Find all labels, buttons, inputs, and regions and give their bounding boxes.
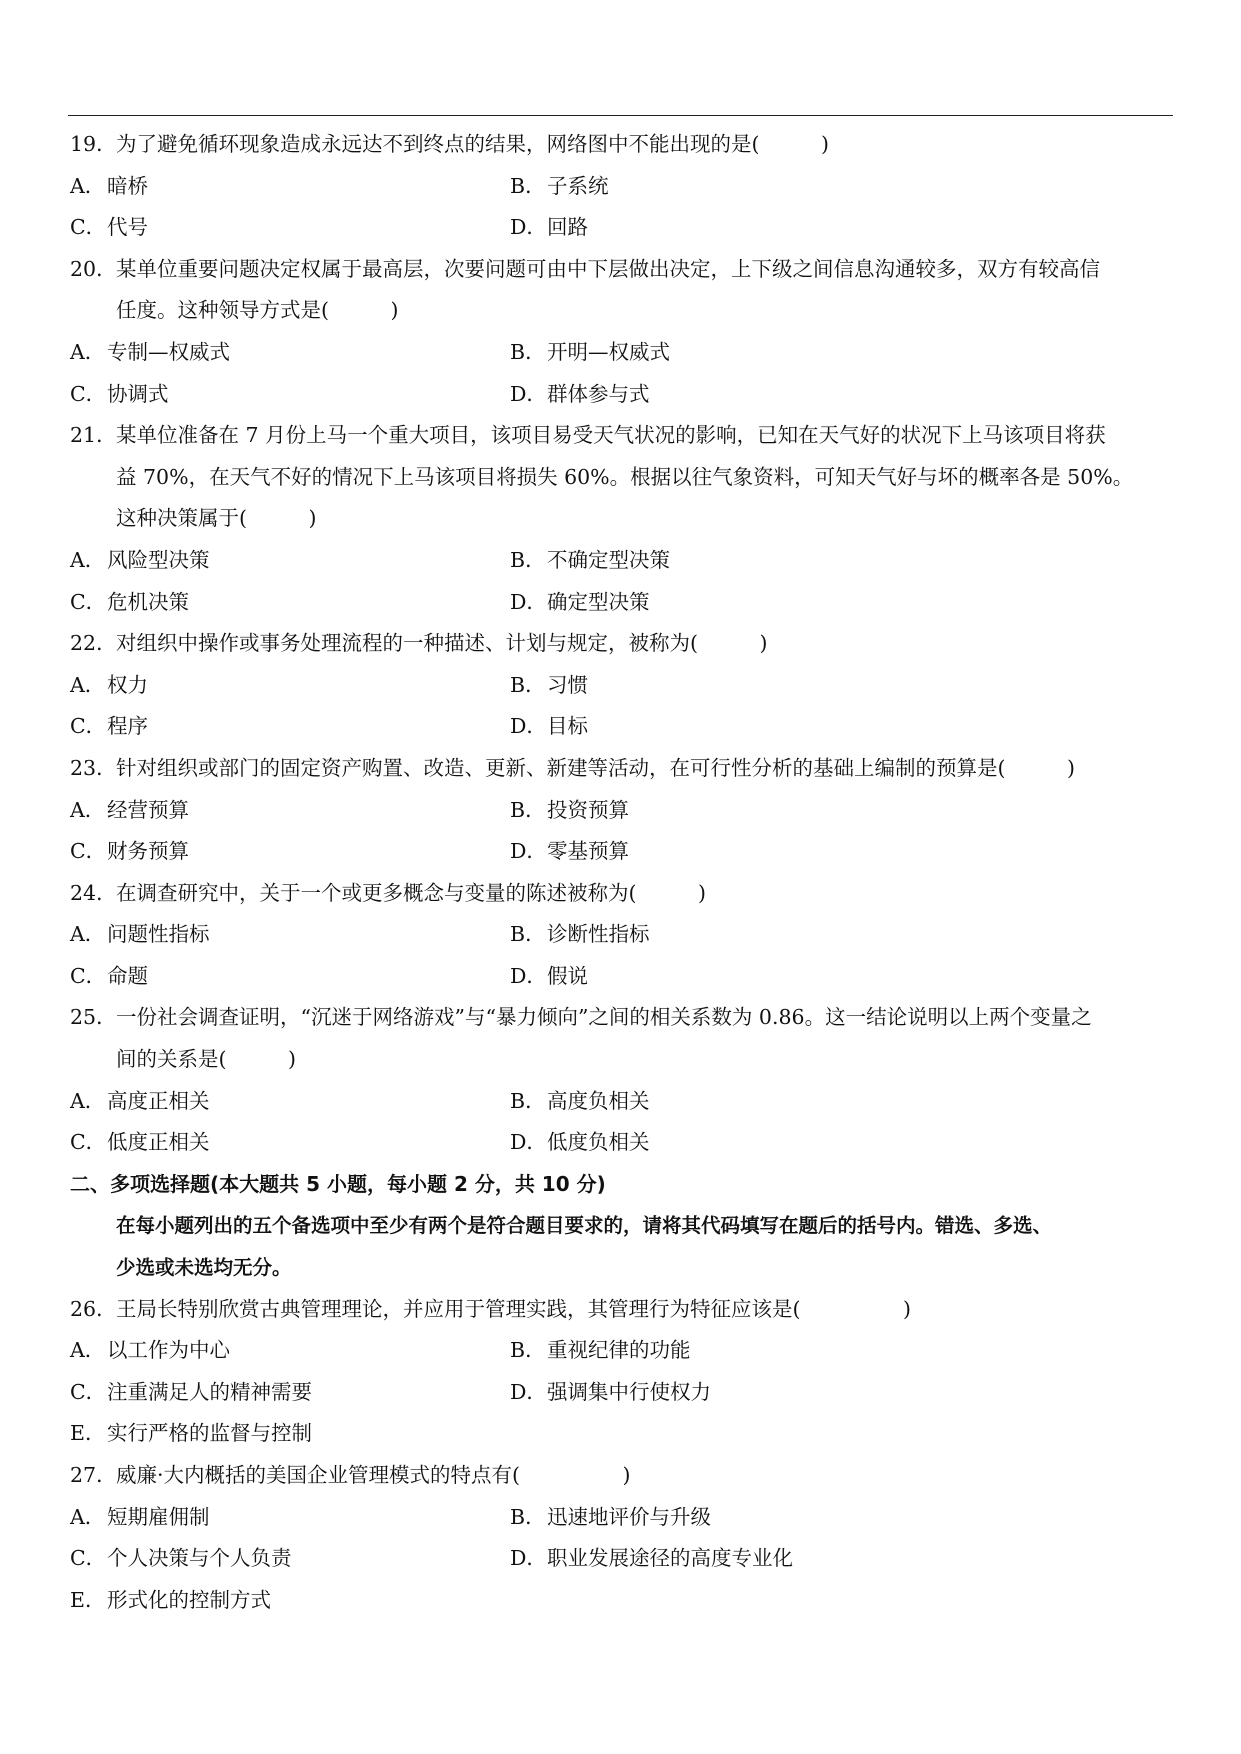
option-row	[70, 1413, 1180, 1455]
option-row	[70, 1330, 1180, 1372]
option-text: 习惯	[547, 672, 588, 697]
question-text-continued: 这种决策属于( )	[116, 506, 317, 531]
option-row	[70, 166, 1180, 208]
option-row	[70, 540, 1180, 582]
option-letter: D．	[510, 589, 547, 614]
option-text: 危机决策	[107, 589, 189, 614]
option-text: 强调集中行使权力	[547, 1379, 711, 1404]
option-text: 职业发展途径的高度专业化	[547, 1546, 793, 1571]
option-row	[70, 956, 1180, 998]
option-text: 风险型决策	[107, 547, 210, 572]
question-stem	[70, 415, 1180, 457]
option-text: 高度负相关	[547, 1088, 650, 1113]
option-row	[70, 1081, 1180, 1123]
question-list	[70, 124, 1180, 1621]
question-number: 19．	[70, 132, 117, 156]
option-letter: A．	[70, 672, 106, 697]
option-letter: A．	[70, 922, 106, 947]
option-item	[70, 166, 510, 208]
option-row	[70, 831, 1180, 873]
question-text: 针对组织或部门的固定资产购置、改造、更新、新建等活动，在可行性分析的基础上编制的预算是( )	[116, 755, 1075, 780]
option-text: 回路	[547, 215, 588, 240]
option-text: 代号	[107, 215, 148, 240]
question-text: 在调查研究中，关于一个或更多概念与变量的陈述被称为( )	[116, 880, 706, 905]
option-item	[510, 1372, 950, 1414]
option-item	[70, 374, 510, 416]
question-number: 27．	[70, 1463, 117, 1487]
section-instructions: 少选或未选均无分。	[116, 1256, 292, 1280]
question-number: 24．	[70, 880, 117, 905]
question-stem	[70, 748, 1180, 790]
option-text: 个人决策与个人负责	[107, 1546, 292, 1571]
option-row	[70, 1372, 1180, 1414]
option-item	[510, 1538, 950, 1580]
option-letter: B．	[510, 1338, 546, 1363]
option-text: 程序	[107, 714, 148, 739]
option-item	[70, 332, 510, 374]
option-item	[510, 332, 950, 374]
option-text: 迅速地评价与升级	[547, 1504, 711, 1529]
option-letter: A．	[70, 547, 106, 572]
option-item	[510, 665, 950, 707]
question-stem	[70, 124, 1180, 166]
option-letter: A．	[70, 797, 106, 822]
option-row	[70, 914, 1180, 956]
option-item	[70, 1330, 510, 1372]
option-text: 确定型决策	[547, 589, 650, 614]
option-item	[510, 207, 950, 249]
option-letter: A．	[70, 173, 106, 198]
question-number: 23．	[70, 755, 117, 780]
option-letter: B．	[510, 547, 546, 572]
option-text: 高度正相关	[107, 1088, 210, 1113]
option-letter: D．	[510, 839, 547, 864]
option-item	[510, 1330, 950, 1372]
option-item	[70, 1122, 510, 1164]
option-letter: C．	[70, 589, 107, 614]
question-text: 对组织中操作或事务处理流程的一种描述、计划与规定，被称为( )	[116, 631, 768, 656]
option-text: 投资预算	[547, 797, 629, 822]
option-row	[70, 1538, 1180, 1580]
question-text: 为了避免循环现象造成永远达不到终点的结果，网络图中不能出现的是( )	[116, 132, 829, 156]
question-stem	[70, 873, 1180, 915]
option-text: 经营预算	[107, 797, 189, 822]
option-row	[70, 582, 1180, 624]
option-item	[70, 1413, 510, 1455]
option-item	[70, 207, 510, 249]
option-letter: C．	[70, 215, 107, 240]
option-letter: B．	[510, 173, 546, 198]
option-text: 财务预算	[107, 839, 189, 864]
question-stem	[70, 623, 1180, 665]
option-letter: D．	[510, 714, 547, 739]
option-text: 诊断性指标	[547, 922, 650, 947]
option-item	[510, 582, 950, 624]
option-item	[510, 914, 950, 956]
option-text: 问题性指标	[107, 922, 210, 947]
option-letter: B．	[510, 339, 546, 364]
option-letter: E．	[70, 1587, 106, 1612]
option-item	[70, 831, 510, 873]
option-text: 目标	[547, 714, 588, 739]
option-item	[510, 956, 950, 998]
option-row	[70, 332, 1180, 374]
question-number: 21．	[70, 423, 117, 448]
option-letter: B．	[510, 1504, 546, 1529]
option-letter: D．	[510, 963, 547, 988]
question-number: 26．	[70, 1296, 117, 1321]
question-text-continued: 任度。这种领导方式是( )	[116, 298, 399, 323]
option-text: 假说	[547, 963, 588, 988]
question-text: 某单位准备在 7 月份上马一个重大项目，该项目易受天气状况的影响，已知在天气好的状况下上马该项目将获	[116, 423, 1106, 448]
option-text: 协调式	[107, 381, 169, 406]
option-item	[510, 706, 950, 748]
option-item	[510, 166, 950, 208]
option-letter: D．	[510, 1546, 547, 1571]
question-text: 一份社会调查证明，“沉迷于网络游戏”与“暴力倾向”之间的相关系数为 0.86。这一结论说明以上两个变量之	[116, 1005, 1092, 1030]
header-rule	[68, 115, 1173, 116]
option-item	[70, 582, 510, 624]
option-text: 子系统	[547, 173, 609, 198]
option-letter: D．	[510, 1379, 547, 1404]
option-text: 开明—权威式	[547, 339, 670, 364]
option-item	[510, 374, 950, 416]
option-item	[70, 790, 510, 832]
option-letter: B．	[510, 672, 546, 697]
option-letter: A．	[70, 1338, 106, 1363]
option-letter: B．	[510, 922, 546, 947]
option-item	[70, 1081, 510, 1123]
option-row	[70, 1497, 1180, 1539]
option-letter: B．	[510, 1088, 546, 1113]
option-letter: A．	[70, 339, 106, 364]
option-item	[510, 1081, 950, 1123]
option-item	[510, 1122, 950, 1164]
option-letter: C．	[70, 1130, 107, 1155]
option-letter: C．	[70, 963, 107, 988]
option-text: 权力	[107, 672, 148, 697]
option-letter: C．	[70, 839, 107, 864]
option-text: 暗桥	[107, 173, 148, 198]
option-text: 短期雇佣制	[107, 1504, 210, 1529]
question-number: 20．	[70, 256, 117, 281]
option-text: 命题	[107, 963, 148, 988]
option-item	[70, 1372, 510, 1414]
option-item	[70, 1580, 510, 1622]
option-letter: A．	[70, 1504, 106, 1529]
option-text: 不确定型决策	[547, 547, 670, 572]
option-text: 低度负相关	[547, 1130, 650, 1155]
question-text-continued: 益 70%，在天气不好的情况下上马该项目将损失 60%。根据以往气象资料，可知天气好与坏的概率各是 50%。	[116, 464, 1134, 489]
question-text: 威廉·大内概括的美国企业管理模式的特点有( )	[116, 1463, 631, 1487]
option-item	[70, 1538, 510, 1580]
option-item	[70, 706, 510, 748]
section-heading: 二、多项选择题(本大题共 5 小题，每小题 2 分，共 10 分)	[70, 1171, 606, 1196]
option-item	[70, 914, 510, 956]
option-letter: C．	[70, 381, 107, 406]
option-row	[70, 665, 1180, 707]
question-stem	[70, 249, 1180, 291]
option-text: 低度正相关	[107, 1130, 210, 1155]
option-text: 形式化的控制方式	[107, 1587, 271, 1612]
question-number: 22．	[70, 631, 117, 656]
option-letter: C．	[70, 1546, 107, 1571]
option-text: 专制—权威式	[107, 339, 230, 364]
option-item	[510, 831, 950, 873]
option-text: 注重满足人的精神需要	[107, 1379, 312, 1404]
option-row	[70, 1122, 1180, 1164]
option-item	[510, 540, 950, 582]
option-text: 实行严格的监督与控制	[107, 1421, 312, 1446]
option-letter: D．	[510, 381, 547, 406]
section-instructions: 在每小题列出的五个备选项中至少有两个是符合题目要求的，请将其代码填写在题后的括号内。错选、多选、	[116, 1214, 1053, 1238]
question-text-continued: 间的关系是( )	[116, 1047, 296, 1072]
question-text: 某单位重要问题决定权属于最高层，次要问题可由中下层做出决定，上下级之间信息沟通较多，双方有较高信	[116, 256, 1100, 281]
option-letter: D．	[510, 1130, 547, 1155]
option-letter: B．	[510, 797, 546, 822]
option-text: 以工作为中心	[107, 1338, 230, 1363]
question-stem	[70, 1455, 1180, 1497]
question-stem	[70, 997, 1180, 1039]
option-text: 群体参与式	[547, 381, 650, 406]
option-letter: C．	[70, 714, 107, 739]
option-item	[510, 1497, 950, 1539]
option-row	[70, 790, 1180, 832]
option-letter: E．	[70, 1421, 106, 1446]
option-text: 零基预算	[547, 839, 629, 864]
option-letter: A．	[70, 1088, 106, 1113]
question-number: 25．	[70, 1005, 117, 1030]
option-row	[70, 1580, 1180, 1622]
option-row	[70, 207, 1180, 249]
question-text: 王局长特别欣赏古典管理理论，并应用于管理实践，其管理行为特征应该是( )	[116, 1296, 911, 1321]
option-item	[70, 956, 510, 998]
option-item	[70, 1497, 510, 1539]
option-item	[510, 790, 950, 832]
option-letter: D．	[510, 215, 547, 240]
option-item	[70, 665, 510, 707]
option-text: 重视纪律的功能	[547, 1338, 691, 1363]
option-letter: C．	[70, 1379, 107, 1404]
option-row	[70, 374, 1180, 416]
question-stem	[70, 1289, 1180, 1331]
option-item	[70, 540, 510, 582]
option-row	[70, 706, 1180, 748]
